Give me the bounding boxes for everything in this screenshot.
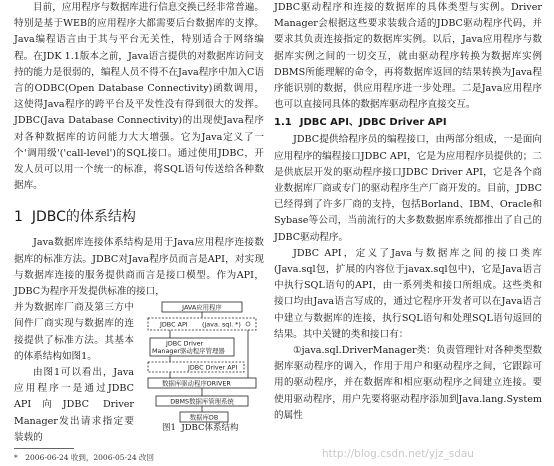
driver-api-label: JDBC Driver API (188, 363, 238, 372)
footnote-rule (14, 448, 74, 449)
left-column (14, 0, 264, 446)
figure-jdbc-architecture (140, 300, 264, 442)
java-sql-label: (java. sql. *) (202, 320, 241, 329)
subsection-number: 1.1 (274, 117, 292, 129)
wrapped-paragraph-2: 由图1可以看出，Java应用程序一是通过JDBC API向JDBC Driver Manager发出请求指定要装载的 (14, 367, 134, 443)
section-number: 1 (14, 209, 23, 226)
db-driver-label: 数据库驱动程序DRIVER (162, 379, 231, 388)
driver-manager-label-1: JDBC Driver (166, 339, 204, 348)
section-title: JDBC的体系结构 (31, 209, 136, 226)
subsection-heading (274, 115, 542, 131)
right-column (274, 0, 542, 424)
java-app-label: JAVA应用程序 (182, 303, 222, 312)
wrapped-paragraph-1: 并为数据库厂商及第三方中间件厂商实现与数据库的连接提供了标准方法。其基本的体系结构如图1。 (14, 302, 134, 362)
subsection-title: JDBC API、JDBC Driver API (299, 117, 447, 129)
dbms-label: DBMS数据库管理系统 (170, 397, 234, 406)
intro-paragraph: 目前，应用程序与数据库进行信息交换已经非常普遍。特别是基于WEB的应用程序大都需要后台数据库的支撑。Java编程语言由于其与平台无关性，特别适合于网络编程。在JDK 1.1版本之前，Java语言提供的对数据库访问支持的能力是很弱的，编程人员不得不在Java程序中加入C语言的ODBC(Open Database Connectivity)函数调用，这使得Java程序的跨平台及平发性没有得到很大的发挥。JDBC(Java Database Connectivity)的出现使Java程序对各种数据库的访问能力大大增强。它为Java定义了一个'调用级'('call-level')的SQL接口。通过使用JDBC，开发人员可以用一个统一的标准，将SQL语句传送给各种数据库。 (14, 2, 264, 192)
section-heading (14, 207, 264, 227)
db-label: 数据库DB (189, 413, 219, 422)
figure-wrap-zone (14, 300, 264, 446)
architecture-paragraph: Java数据库连接体系结构是用于Java应用程序连接数据库的标准方法。JDBC对Java程序员而言是API，对实现与数据库连接的服务提供商而言是接口模型。作为API，JDBC为程序开发提供标准的接口， (14, 237, 264, 298)
architecture-diagram (140, 300, 264, 436)
figure-caption-number: 图1 (162, 423, 176, 434)
footnote: * 2006-06-24 收到，2006-05-24 改回 (14, 453, 155, 462)
figure-caption-text: JDBC体系结构 (181, 423, 239, 434)
driver-manager-label-2: Manager驱动程序管理器 (152, 347, 225, 356)
continued-paragraph: JDBC驱动程序和连接的数据库的具体类型与实例。Driver Manager会根据这些要求装载合适的JDBC驱动程序代码，并要求其负责连接指定的数据库实例。以后，Java应用程序与数据库实例之间的一切交互，就由驱动程序转换为数据库实例DBMS所能理解的命令，再将数据库返回的结果转换为Java程序能识别的数据，供应用程序进一步处理。二是Java应用程序也可以直接同具体的数据库驱动程序直接交互。 (274, 2, 542, 111)
api-paragraph-2: JDBC API，定义了Java与数据库之间的接口类库(Java.sql包，扩展的内容位于javax.sql包中)，它是Java语言中执行SQL语句的API，由一系列类和接口所组成。这些类和接口均由Java语言写成的，通过它程序开发者可以在Java语言中建立与数据库的连接，执行SQL语句和处理SQL语句返回的结果。其中关键的类和接口有： (274, 247, 542, 340)
jdbc-api-label: JDBC API (160, 320, 188, 329)
watermark: http://blog.csdn.net/yjz_sdau (322, 448, 474, 460)
list-item-driver-manager: ①java.sql.DriverManager类：负责管理针对各种类型数据库驱动程序的调入，作用于用户和驱动程序之间，它跟踪可用的驱动程序，并在数据库和相应驱动程序之间建立连接。要使用驱动程序，用户先要将驱动程序添加到Java.lang.System的属性 (274, 345, 542, 421)
figure-caption (162, 421, 238, 433)
api-paragraph-1: JDBC提供给程序员的编程接口，由两部分组成，一是面向应用程序的编程接口JDBC API，它是为应用程序员提供的；二是供底层开发的驱动程序接口JDBC Driver API，它是各个商业数据库厂商或专门的驱动程序生产厂商开发的。目前，JDBC已经得到了许多厂商的支持，包括Borland、IBM、Oracle和Sybase等公司，当前流行的大多数数据库系统都推出了自己的JDBC驱动程序。 (274, 134, 542, 243)
